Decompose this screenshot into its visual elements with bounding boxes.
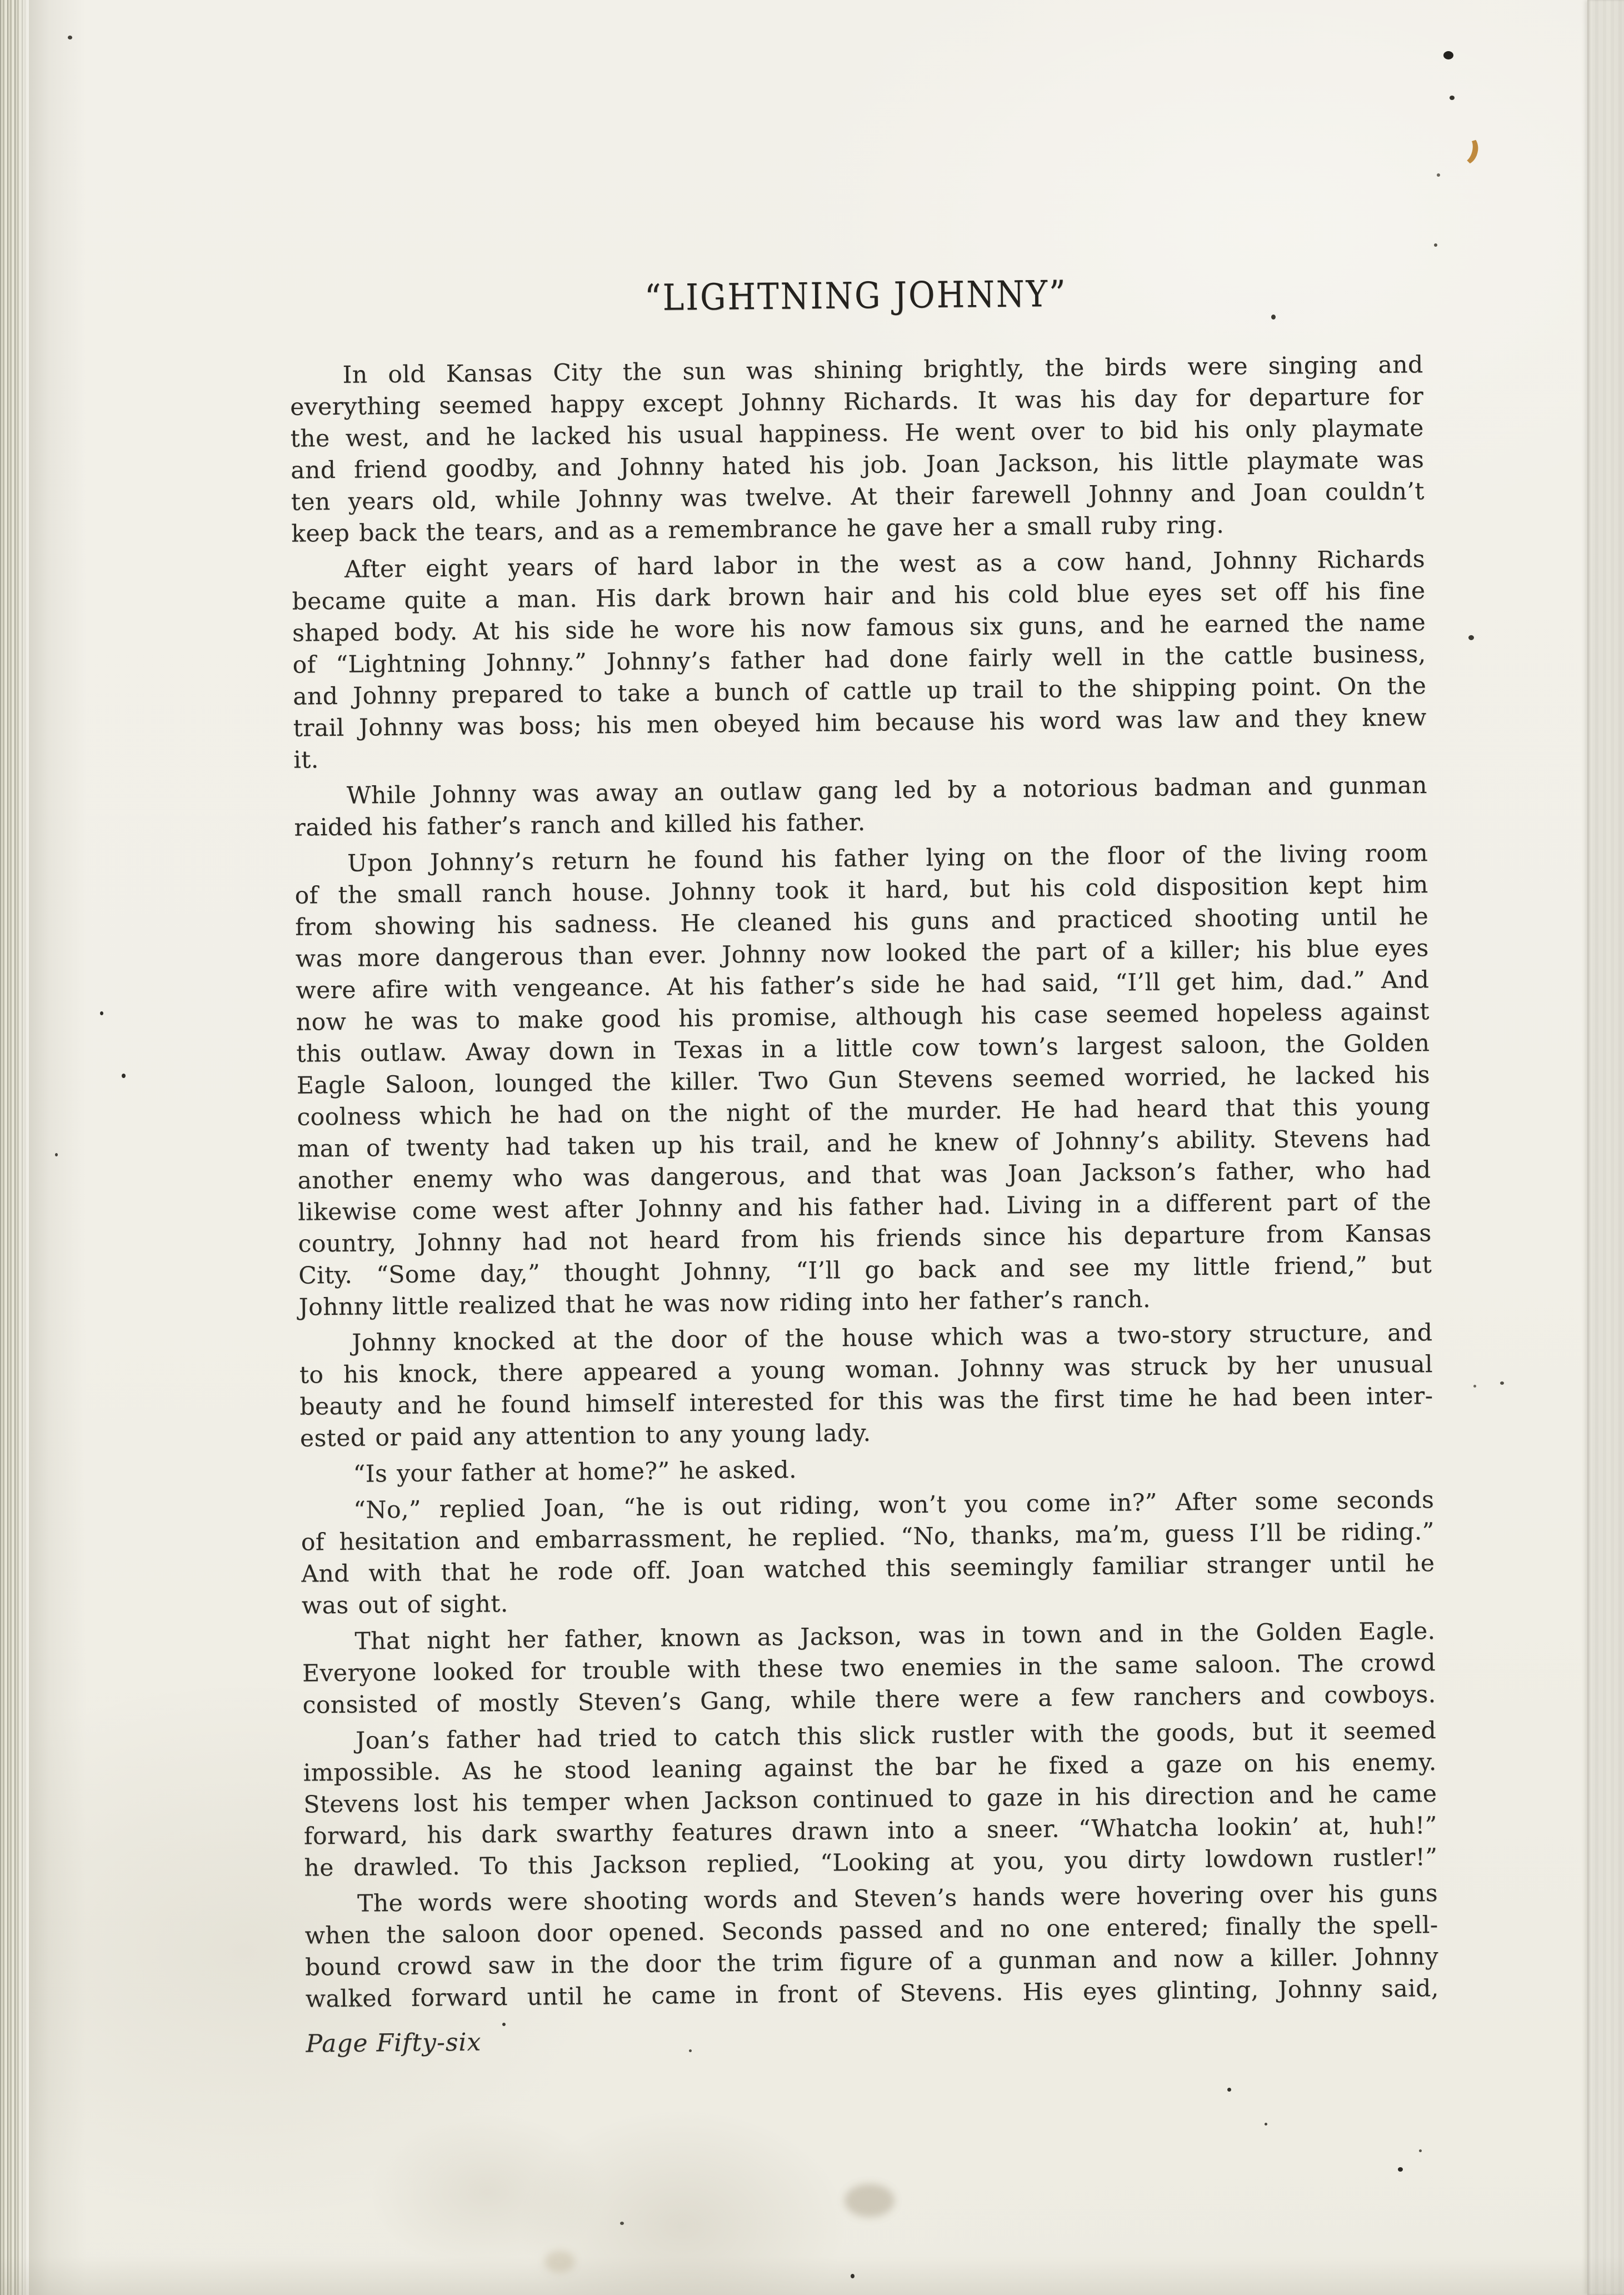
text-line: ten years old, while Johnny was twelve. At their farewell Johnny and Joan couldn’t [291,478,1425,516]
story-paragraph [303,1715,1438,1884]
text-line: to his knock, there appeared a young woman. Johnny was struck by her unusual [299,1351,1433,1389]
text-line: everything seemed happy except Johnny Richards. It was his day for departure for [289,383,1424,421]
story-paragraph [301,1484,1435,1622]
text-line: from showing his sadness. He cleaned his guns and practiced shooting until he [294,903,1429,941]
scan-dot [851,2274,855,2278]
story-paragraph [299,1317,1433,1455]
scan-dot [1434,243,1437,247]
text-line: ested or paid any attention to any young lady. [299,1419,871,1453]
text-line: forward, his dark swarthy features drawn into a sneer. “Whatcha lookin’ at, huh!” [303,1812,1438,1850]
scan-dot [55,1153,58,1156]
text-line: Johnny knocked at the door of the house which was a two-story structure, and [352,1319,1433,1357]
scan-dot [122,1074,126,1078]
text-line: While Johnny was away an outlaw gang led by a notorious badman and gunman [346,772,1428,810]
story-title: “LIGHTNING JOHNNY” [644,272,1068,319]
text-line: country, Johnny had not heard from his friends since his departure from Kansas [298,1220,1432,1258]
story-body [289,349,1439,2015]
text-line: bound crowd saw in the door the trim figure of a gunman and now a killer. Johnny [304,1943,1439,1982]
text-line: likewise come west after Johnny and his father had. Living in a different part of the [297,1188,1432,1226]
text-line: And with that he rode off. Joan watched this seemingly familiar stranger until he [301,1550,1435,1588]
scan-crescent [1451,133,1481,168]
text-line: another enemy who was dangerous, and that was Joan Jackson’s father, who had [297,1156,1431,1195]
text-line: trail Johnny was boss; his men obeyed him because his word was law and they knew [293,704,1427,742]
scan-smudge [544,2251,575,2273]
story-paragraph [289,349,1425,550]
page-right-edge [1587,0,1624,2295]
scan-dot [689,2049,692,2052]
scan-dot [1419,2149,1422,2152]
text-line: this outlaw. Away down in Texas in a little cow town’s largest saloon, the Golden [296,1030,1430,1068]
text-line: man of twenty had taken up his trail, and he knew of Johnny’s ability. Stevens had [297,1125,1431,1163]
scan-dot [1398,2167,1403,2172]
bottom-page-shade [0,2256,1624,2295]
text-line: shaped body. At his side he wore his now famous six guns, and he earned the name [292,609,1426,647]
text-line: was more dangerous than ever. Johnny now looked the part of a killer; his blue eyes [295,935,1429,973]
text-line: “No,” replied Joan, “he is out riding, won’t you come in?” After some seconds [353,1486,1435,1524]
text-line: coolness which he had on the night of the murder. He had heard that this young [297,1093,1431,1131]
text-line: and friend goodby, and Johnny hated his job. Joan Jackson, his little playmate was [291,446,1425,485]
scan-dot [1265,2123,1267,2126]
text-line: of the small ranch house. Johnny took it hard, but his cold disposition kept him [294,871,1428,910]
text-line: Eagle Saloon, lounged the killer. Two Gun Stevens seemed worried, he lacked his [296,1061,1431,1100]
text-line: City. “Some day,” thought Johnny, “I’ll go back and see my little friend,” but [298,1251,1432,1290]
book-spine-edge [0,0,29,2295]
text-line: raided his father’s ranch and killed his father. [294,809,866,842]
text-line: was out of sight. [301,1590,508,1620]
text-line: beauty and he found himself interested for this was the first time he had been inter- [299,1383,1433,1421]
text-line: were afire with vengeance. At his father’s side he had said, “I’ll get him, dad.” And [296,966,1430,1005]
text-line: keep back the tears, and as a remembrance he gave her a small ruby ring. [291,511,1225,548]
text-line: Everyone looked for trouble with these two enemies in the same saloon. The crowd [302,1649,1436,1688]
text-line: walked forward until he came in front of Stevens. His eyes glinting, Johnny said, [305,1975,1439,2013]
text-line: Stevens lost his temper when Jackson continued to gaze in his direction and he came [303,1780,1437,1819]
page-number-folio: Page Fifty-six [306,2028,482,2058]
text-line: of “Lightning Johnny.” Johnny’s father had done fairly well in the cattle business, [292,641,1426,679]
story-paragraph [292,543,1427,776]
text-line: when the saloon door opened. Seconds passed and no one entered; finally the spell- [304,1912,1438,1950]
scan-dot [100,1011,103,1015]
scan-dot [1500,1381,1504,1385]
page-content [289,271,1440,2058]
story-paragraph [304,1878,1439,2015]
text-line: the west, and he lacked his usual happiness. He went over to bid his only playmate [290,415,1424,453]
scan-dot [1437,173,1440,177]
text-line: “Is your father at home?” he asked. [353,1456,797,1488]
text-line: it. [293,746,319,774]
text-line: Johnny little realized that he was now riding into her father’s ranch. [298,1285,1151,1321]
scan-dot [620,2222,624,2225]
text-line: impossible. As he stood leaning against the bar he fixed a gaze on his enemy. [303,1749,1437,1787]
scan-dot [1271,315,1276,320]
scan-smudge [845,2184,895,2217]
story-paragraph [294,770,1428,844]
text-line: In old Kansas City the sun was shining brightly, the birds were singing and [342,351,1423,389]
scan-dot [68,36,72,39]
text-line: That night her father, known as Jackson, was in town and in the Golden Eagle. [354,1618,1436,1655]
scan-dot [502,2023,506,2026]
scan-dot [1227,2088,1231,2092]
text-line: now he was to make good his promise, although his case seemed hopeless against [296,998,1430,1036]
spine-shadow [25,0,86,2295]
text-line: Joan’s father had tried to catch this slick rustler with the goods, but it seemed [356,1717,1437,1755]
scan-dot [1443,51,1453,59]
text-line: of hesitation and embarrassment, he replied. “No, thanks, ma’m, guess I’ll be riding.” [301,1518,1435,1556]
text-line: The words were shooting words and Steven’s hands were hovering over his guns [357,1880,1438,1918]
story-paragraph [294,837,1432,1324]
scan-dot [1450,96,1455,100]
story-paragraph [302,1615,1436,1722]
text-line: he drawled. To this Jackson replied, “Looking at you, you dirty lowdown rustler!” [304,1844,1438,1882]
text-line: Upon Johnny’s return he found his father lying on the floor of the living room [347,840,1428,877]
text-line: After eight years of hard labor in the west as a cow hand, Johnny Richards [344,546,1426,583]
text-line: consisted of mostly Steven’s Gang, while there were a few ranchers and cowboys. [302,1681,1436,1719]
text-line: and Johnny prepared to take a bunch of cattle up trail to the shipping point. On the [292,672,1427,711]
story-paragraph [300,1448,1433,1491]
scan-dot [1468,635,1474,640]
text-line: became quite a man. His dark brown hair and his cold blue eyes set off his fine [292,577,1426,616]
scan-dot [1473,1385,1476,1388]
